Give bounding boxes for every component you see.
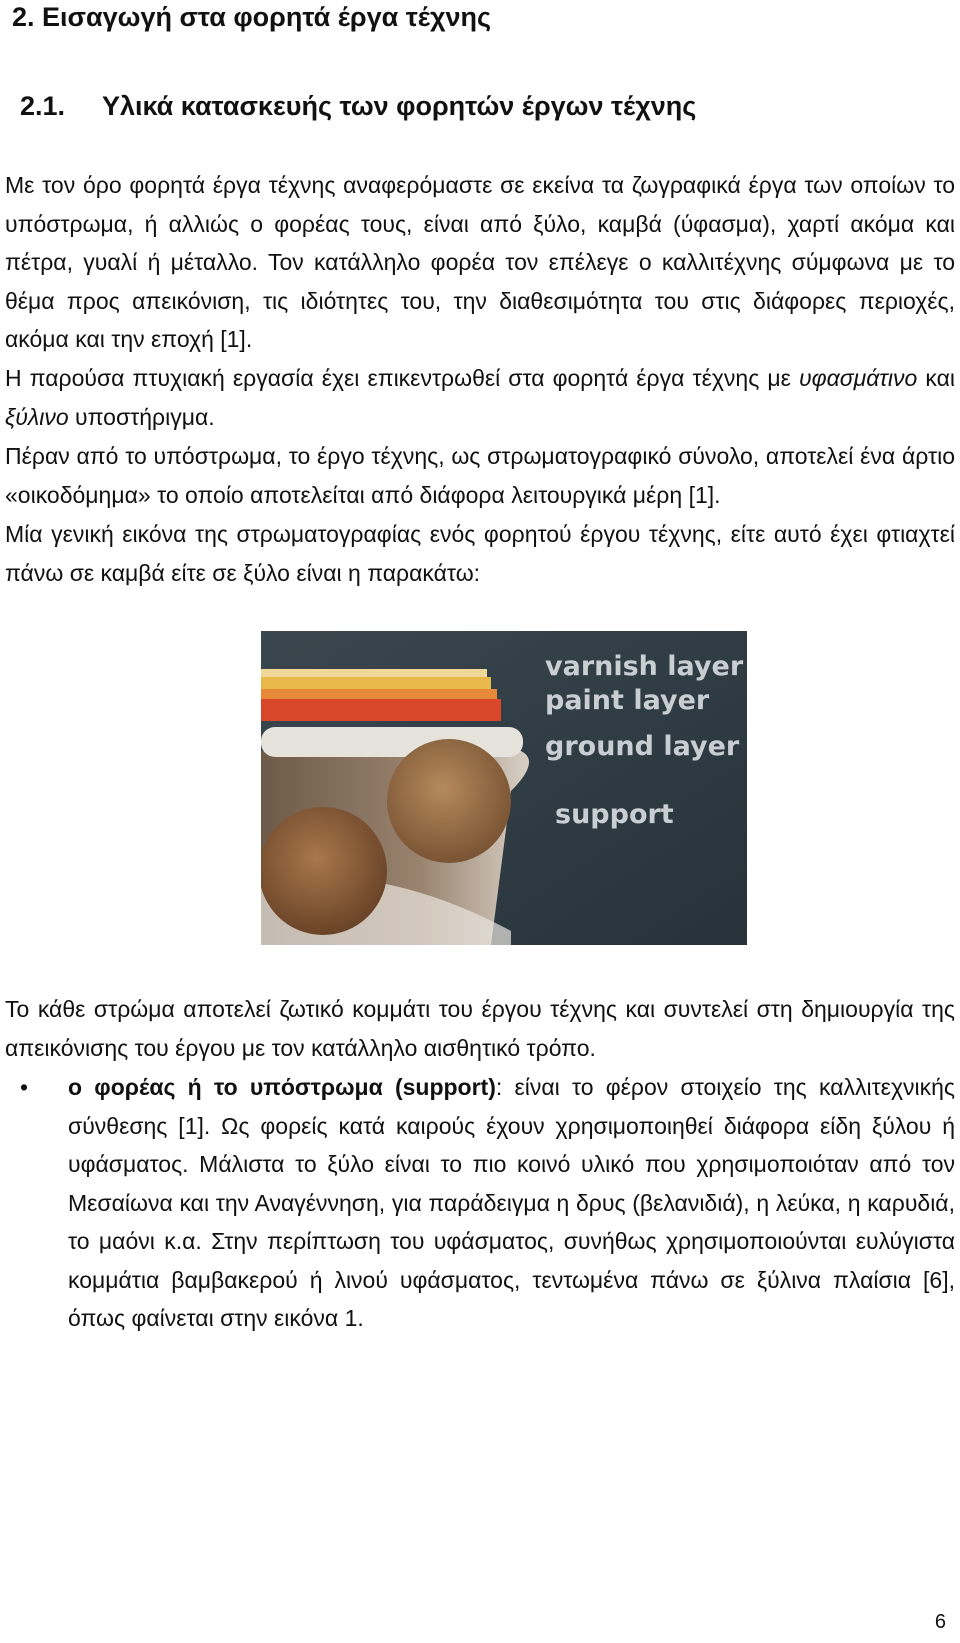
paragraph-focus-end: υποστήριγμα.: [68, 403, 215, 430]
paragraph-intro: Με τον όρο φορητά έργα τέχνης αναφερόμαστε σε εκείνα τα ζωγραφικά έργα των οποίων το υπόστρωμα, ή αλλιώς ο φορέας τους, είναι από ξύλο, καμβά (ύφασμα), χαρτί ακόμα και πέτρα, γυαλί ή μέταλλο. Τον κατάλληλο φορέα τον επέλεγε ο καλλιτέχνης σύμφωνα με το θέμα προς απεικόνιση, τις ιδιότητες του, την διαθεσιμότητα του στις διάφορες περιοχές, ακόμα και την εποχή [1].: [5, 172, 955, 352]
label-varnish: varnish layer: [545, 651, 744, 682]
label-ground: ground layer: [545, 731, 740, 762]
bullet-term: ο φορέας ή το υπόστρωμα (support): [68, 1074, 496, 1100]
section-title: Εισαγωγή στα φορητά έργα τέχνης: [42, 2, 492, 32]
stratigraphy-figure: [261, 631, 747, 945]
paragraph-overview: Μία γενική εικόνα της στρωματογραφίας ενός φορητού έργου τέχνης, είτε αυτό έχει φτιαχτεί πάνω σε καμβά είτε σε ξύλο είναι η παρακάτω:: [5, 521, 955, 586]
bullet-description: : είναι το φέρον στοιχείο της καλλιτεχνικής σύνθεσης [1]. Ως φορείς κατά καιρούς έχουν χρησιμοποιηθεί διάφορα είδη ξύλου ή υφάσματος. Μάλιστα το ξύλο είναι το πιο κοινό υλικό που χρησιμοποιόταν από τον Μεσαίωνα και την Αναγέννηση, για παράδειγμα η δρυς (βελανιδιά), η λεύκα, η καρυδιά, το μαόνι κ.α. Στην περίπτωση του υφάσματος, συνήθως χρησιμοποιούνται ευλύγιστα κομμάτια βαμβακερού ή λινού υφάσματος, τεντωμένα πάνω σε ξύλινα πλαίσια [6], όπως φαίνεται στην εικόνα 1.: [68, 1074, 955, 1331]
paragraph-focus: [5, 359, 955, 436]
magnified-sample-2: [261, 807, 387, 935]
subsection-heading: [20, 89, 696, 123]
bullet-marker: •: [20, 1074, 29, 1100]
paint-layer-top: [261, 689, 497, 699]
section-heading: [12, 0, 491, 34]
subsection-number: 2.1.: [20, 91, 66, 121]
bullet-support: [68, 1068, 955, 1338]
label-paint: paint layer: [545, 685, 710, 716]
magnified-sample-1: [387, 739, 511, 863]
paragraph-structure: Πέραν από το υπόστρωμα, το έργο τέχνης, ως στρωματογραφικό σύνολο, αποτελεί ένα άρτιο «οικοδόμημα» το οποίο αποτελείται από διάφορα λειτουργικά μέρη [1].: [5, 443, 955, 508]
page-number: 6: [934, 1611, 946, 1633]
stratigraphy-image: [261, 631, 747, 945]
paragraph-layers: Το κάθε στρώμα αποτελεί ζωτικό κομμάτι του έργου τέχνης και συντελεί στη δημιουργία της απεικόνισης του έργου με τον κατάλληλο αισθητικό τρόπο.: [5, 996, 955, 1061]
paragraph-focus-text: Η παρούσα πτυχιακή εργασία έχει επικεντρωθεί στα φορητά έργα τέχνης με: [5, 365, 791, 391]
varnish-highlight: [261, 669, 487, 677]
varnish-layer: [261, 677, 491, 689]
section-number: 2.: [12, 2, 35, 32]
paint-layer: [261, 699, 501, 721]
paragraph-focus-mid: και: [917, 365, 956, 391]
label-support: support: [555, 799, 674, 830]
emphasis-wood: ξύλινο: [5, 403, 69, 430]
subsection-title: Υλικά κατασκευής των φορητών έργων τέχνης: [102, 91, 697, 121]
emphasis-fabric: υφασμάτινο: [798, 365, 918, 391]
